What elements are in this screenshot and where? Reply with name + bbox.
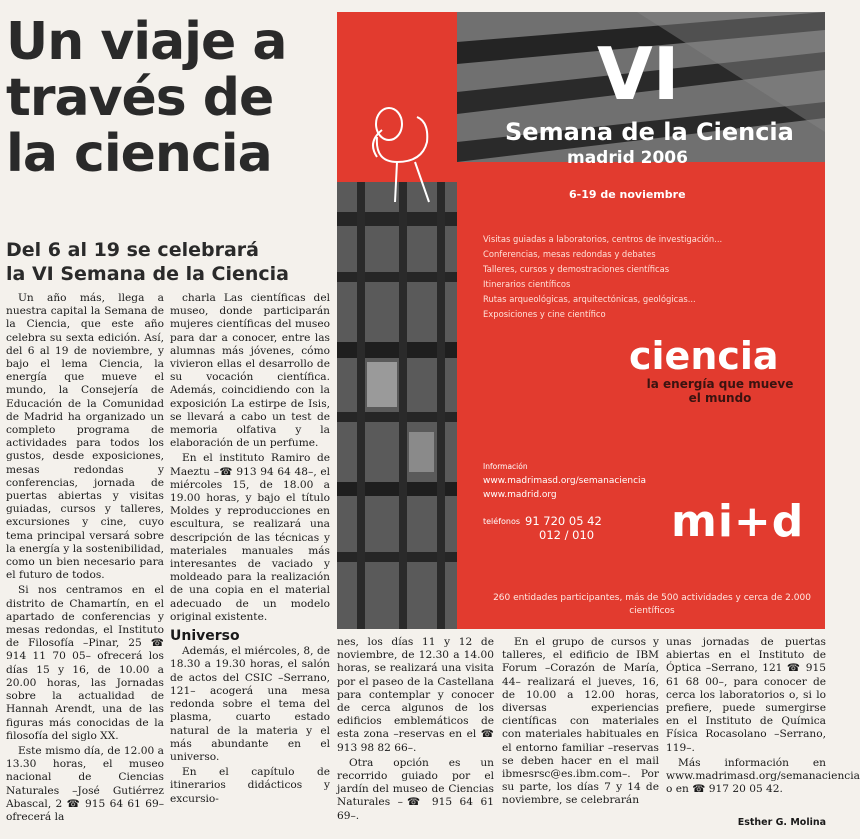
article-column-1 (6, 292, 164, 837)
paragraph: En el grupo de cursos y talleres, el edificio de IBM Forum –Corazón de María, 44– realizará el jueves, 16, de 10.00 a 12.00 horas, diversas experiencias científicas con materiales con materiales habituales en el entorno familiar –reservas se deben hacer en el mail ibmesrsc@es.ibm.com–. Por su parte, los días 7 y 14 de noviembre, se celebrarán (502, 636, 659, 807)
phone-1: 91 720 05 42 (525, 514, 602, 528)
paragraph: Un año más, llega a nuestra capital la Semana de la Ciencia, que este año celebra su sexta edición. Así, del 6 al 19 de noviembre, y bajo el lema Ciencia, la energía que mueve el mundo, la Consejería de Educación de la Comunidad de Madrid ha organizado un completo programa de actividades para todos los gustos, desde exposiciones, mesas redondas y conferencias, jornada de puertas abiertas y visitas guiadas, cursos y talleres, excursiones y cine, cuyo tema principal versará sobre la energía y la sostenibilidad, como un bien necesario para el futuro de todos. (6, 292, 164, 582)
info-label: Información (483, 462, 528, 471)
paragraph: Si nos centramos en el distrito de Chamartín, en el apartado de conferencias y mesas redondas, el Instituto de Filosofía –Pinar, 25 ☎ 914 11 70 05– ofrecerá los días 15 y 16, de 10.00 a 20.00 horas, las Jornadas sobre la actualidad de Hannah Arendt, una de las figuras más conocidas de la filosofía del siglo XX. (6, 584, 164, 742)
poster (337, 12, 825, 629)
article-column-3 (337, 636, 494, 836)
article-subhead (6, 238, 331, 286)
paragraph: unas jornadas de puertas abiertas en el Instituto de Óptica –Serrano, 121 ☎ 915 61 68 00–, para conocer de cerca los laboratorios o, si lo prefiere, puede sumergirse en el Instituto de Química Física Rocasolano –Serrano, 119–. (666, 636, 826, 754)
phone-numbers (525, 514, 602, 542)
paragraph: En el capítulo de itinerarios didácticos y excursio- (170, 766, 330, 805)
paragraph: En el instituto Ramiro de Maeztu –☎ 913 94 64 48–, el miércoles 15, de 18.00 a 19.00 horas, y bajo el título Moldes y reproducciones en escultura, se realizará una descripción de las técnicas y materiales manuales más interesantes de vaciado y moldeado para la realización de una copia en el material adecuado de un modelo original existente. (170, 452, 330, 623)
poster-tagline: la energía que mueve el mundo (646, 377, 794, 405)
thinker-figure-icon (337, 12, 457, 182)
article-column-2 (170, 292, 330, 837)
section-heading: Universo (170, 628, 240, 645)
phone-label: teléfonos (483, 517, 521, 526)
info-url-2: www.madrid.org (483, 490, 557, 500)
list-item: Itinerarios científicos (483, 279, 571, 289)
article-column-5 (666, 636, 860, 836)
poster-corner-red (337, 12, 457, 182)
poster-bottom-text: 260 entidades participantes, más de 500 actividades y cerca de 2.000 científicos (493, 593, 811, 616)
list-item: Exposiciones y cine científico (483, 309, 606, 319)
list-item: Visitas guiadas a laboratorios, centros de investigación... (483, 234, 723, 244)
list-item: Conferencias, mesas redondas y debates (483, 249, 656, 259)
paragraph: Este mismo día, de 12.00 a 13.30 horas, el museo nacional de Ciencias Naturales –José Gutiérrez Abascal, 2 ☎ 915 64 61 69– ofrecerá la (6, 744, 164, 823)
paragraph: Además, el miércoles, 8, de 18.30 a 19.30 horas, el salón de actos del CSIC –Serrano, 121– acogerá una mesa redonda sobre el tema del plasma, cuarto estado natural de la materia y el más abundante en el universo. (170, 645, 330, 763)
list-item: Rutas arqueológicas, arquitectónicas, geológicas... (483, 294, 696, 304)
headline-line-3: la ciencia (6, 124, 272, 184)
headline-line-1: Un viaje a (6, 12, 287, 72)
paragraph: Más información en www.madrimasd.org/semanaciencia o en ☎ 917 20 05 42. (666, 756, 860, 796)
poster-vi: VI (597, 32, 680, 116)
poster-dates: 6-19 de noviembre (569, 188, 686, 201)
paragraph: nes, los días 11 y 12 de noviembre, de 12.30 a 14.00 horas, se realizará una visita por el paseo de la Castellana para contemplar y conocer de cerca algunos de los edificios emblemáticos de esta zona –reservas en el ☎ 913 98 82 66–. (337, 636, 494, 754)
info-url-1: www.madrimasd.org/semanaciencia (483, 476, 647, 486)
article-column-4 (502, 636, 659, 836)
poster-activity-list (483, 232, 813, 322)
poster-semana-title: Semana de la Ciencia (505, 118, 794, 146)
list-item: Talleres, cursos y demostraciones científicas (483, 264, 670, 274)
article-headline (6, 14, 331, 182)
subhead-line-1: Del 6 al 19 se celebrará (6, 239, 259, 261)
subhead-line-2: la VI Semana de la Ciencia (6, 263, 290, 285)
poster-madrid-year: madrid 2006 (567, 148, 688, 168)
byline: Esther G. Molina (737, 817, 826, 828)
paragraph: charla Las científicas del museo, donde participarán mujeres científicas del museo para dar a conocer, entre las alumnas más jóvenes, cómo vivieron ellas el desarrollo de su vocación científica. Además, coincidiendo con la exposición La estirpe de Isis, se llevará a cabo un test de memoria olfativa y la elaboración de un perfume. (170, 292, 330, 450)
poster-info (483, 460, 646, 502)
mid-logo: mi+d (671, 496, 805, 547)
headline-line-2: través de (6, 68, 274, 128)
paragraph: Otra opción es un recorrido guiado por el jardín del museo de Ciencias Naturales –☎ 915 64 61 69–. (337, 756, 494, 822)
phone-2: 012 / 010 (539, 528, 595, 542)
poster-ciencia: ciencia (629, 334, 779, 378)
